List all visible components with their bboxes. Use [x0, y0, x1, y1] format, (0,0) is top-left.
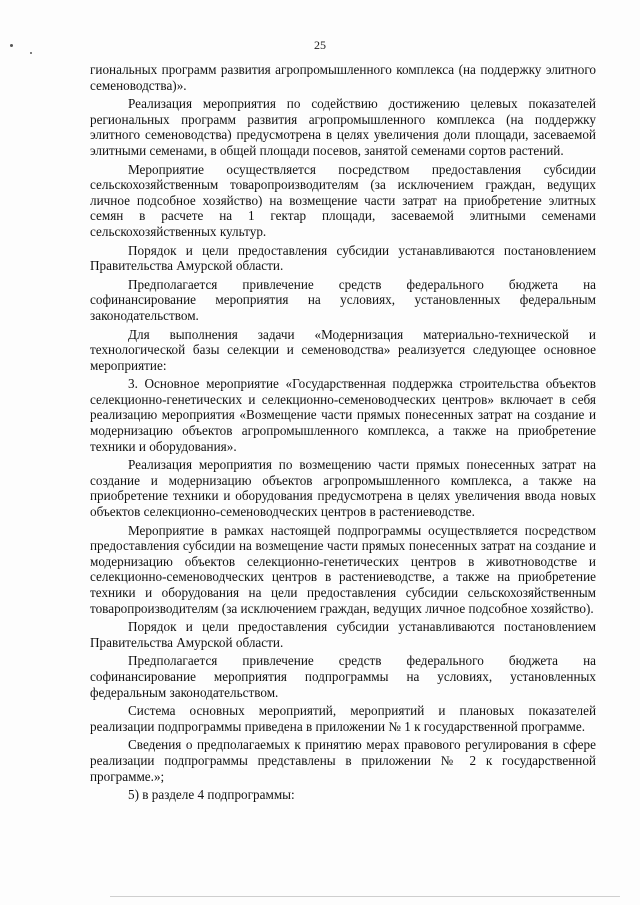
paragraph: 3. Основное мероприятие «Государственная поддержка строительства объектов селекционно-генетических и селекционно-семеноводческих центров» включает в себя реализацию мероприятия «Возмещение части прямых понесенных затрат на создание и модернизацию объектов агропромышленного комплекса, а также на приобретение техники и оборудования».: [90, 376, 596, 454]
paragraph: Предполагается привлечение средств федерального бюджета на софинансирование мероприятия на условиях, установленных федеральным законодательством.: [90, 276, 596, 323]
paragraph: Сведения о предполагаемых к принятию мерах правового регулирования в сфере реализации подпрограммы представлены в приложении № 2 к государственной программе.»;: [90, 737, 596, 784]
scan-edge-line: [110, 896, 620, 897]
paragraph: Для выполнения задачи «Модернизация материально-технической и технологической базы селекции и семеноводства» реализуется следующее основное мероприятие:: [90, 326, 596, 373]
paragraph: Порядок и цели предоставления субсидии устанавливаются постановлением Правительства Амурской области.: [90, 619, 596, 650]
paragraph: гиональных программ развития агропромышленного комплекса (на поддержку элитного семеноводства)».: [90, 62, 596, 93]
page-number: 25: [314, 38, 326, 52]
paragraph: Порядок и цели предоставления субсидии устанавливаются постановлением Правительства Амурской области.: [90, 242, 596, 274]
paragraph: Система основных мероприятий, мероприятий и плановых показателей реализации подпрограммы приведена в приложении № 1 к государственной программе.: [90, 703, 596, 734]
document-body: [90, 62, 596, 806]
paragraph: Реализация мероприятия по возмещению части прямых понесенных затрат на создание и модернизацию объектов агропромышленного комплекса, а также на приобретение техники и оборудования предусмотрена в целях увеличения ввода новых объектов селекционно-семеноводческих центров в растениеводстве.: [90, 457, 596, 520]
paragraph: Мероприятие осуществляется посредством предоставления субсидии сельскохозяйственным товаропроизводителям (за исключением граждан, ведущих личное подсобное хозяйство) на возмещение части затрат на приобретение элитных семян в расчете на 1 гектар площади, засеваемой элитными семенами сельскохозяйственных культур.: [90, 161, 596, 239]
paragraph: Предполагается привлечение средств федерального бюджета на софинансирование мероприятия подпрограммы на условиях, установленных федеральным законодательством.: [90, 653, 596, 700]
paragraph: Реализация мероприятия по содействию достижению целевых показателей региональных программ развития агропромышленного комплекса (на поддержку элитного семеноводства) предусмотрена в целях увеличения доли площади, засеваемой элитными семенами, в общей площади посевов, занятой семенами сортов растений.: [90, 96, 596, 158]
paragraph: 5) в разделе 4 подпрограммы:: [128, 787, 295, 803]
paragraph: Мероприятие в рамках настоящей подпрограммы осуществляется посредством предоставления субсидии на возмещение части прямых понесенных затрат на создание и модернизацию объектов селекционно-генетических центров в животноводстве и селекционно-семеноводческих центров в растениеводстве, а также на приобретение техники и оборудования на цели предоставления субсидии сельскохозяйственным товаропроизводителям (за исключением граждан, ведущих личное подсобное хозяйство).: [90, 522, 596, 616]
